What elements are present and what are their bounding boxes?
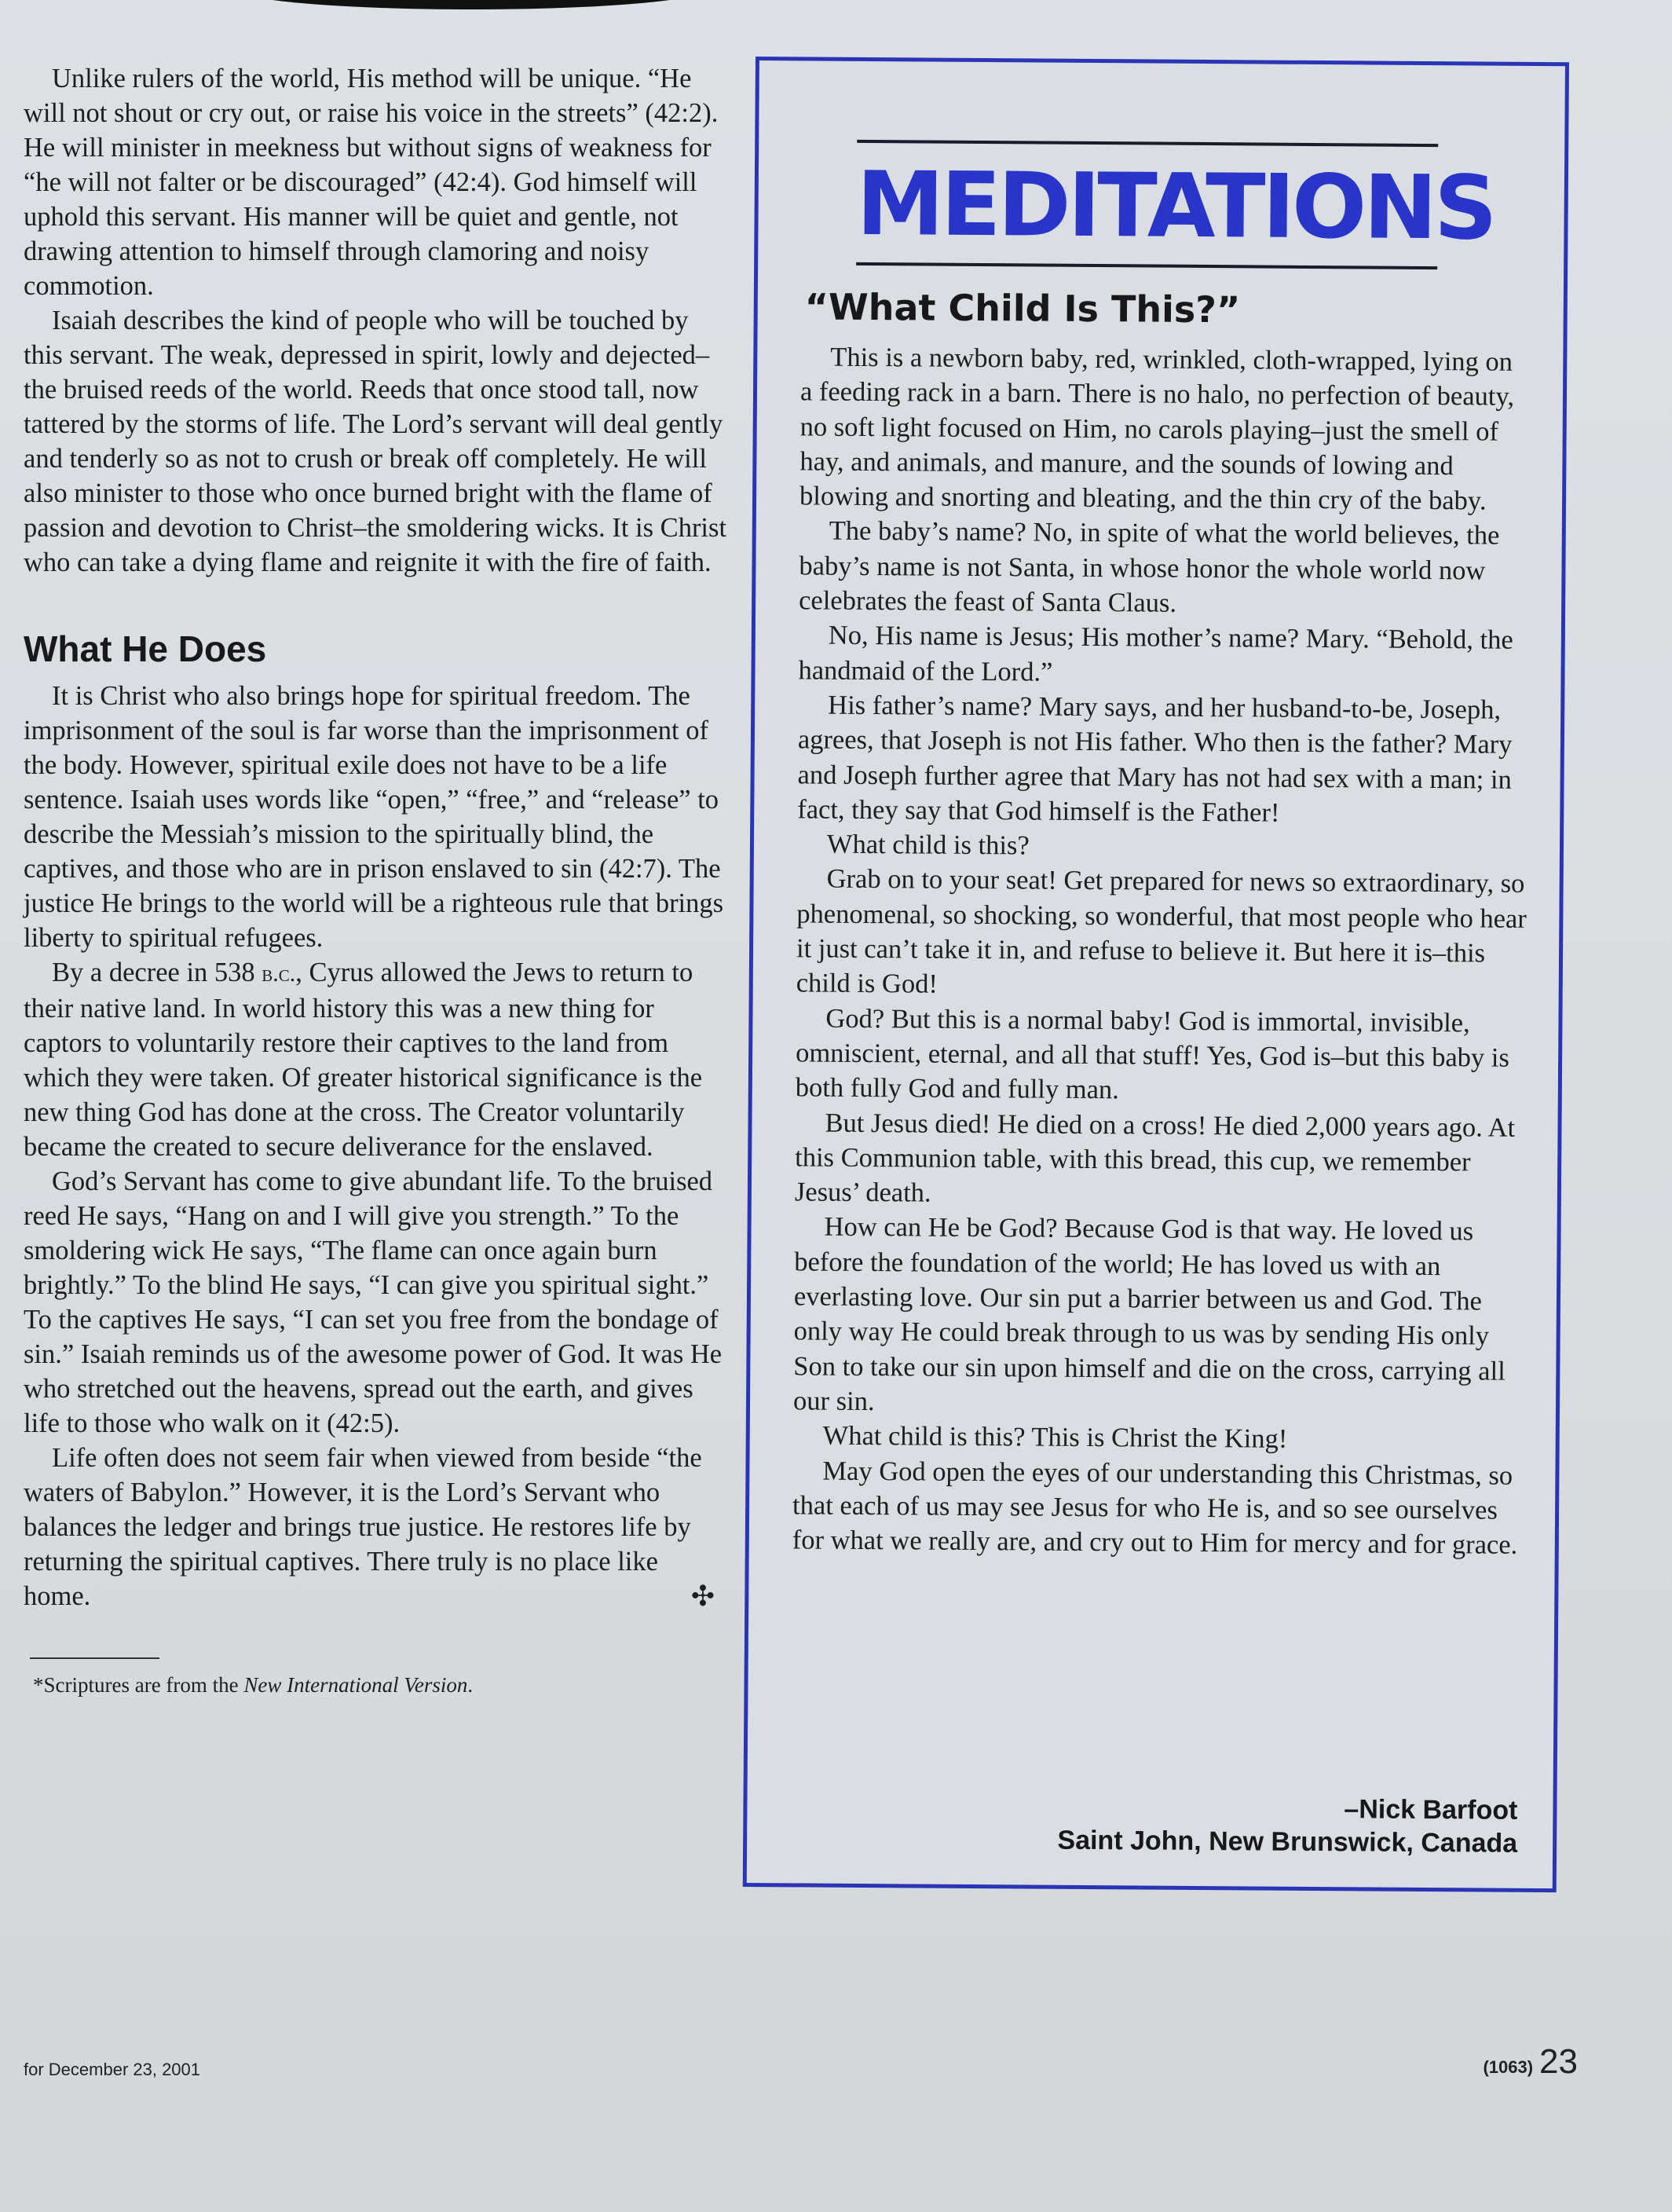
byline-location: Saint John, New Brunswick, Canada [1057,1825,1518,1859]
section-heading: What He Does [24,628,267,669]
byline-author: –Nick Barfoot [1344,1794,1518,1826]
meditation-title: “What Child Is This?” [804,285,1241,331]
meditation-paragraph: No, His name is Jesus; His mother’s name? Mary. “Behold, the handmaid of the Lord.” [798,621,1513,687]
masthead-top-rule [857,140,1438,147]
issue-date: for December 23, 2001 [24,2060,201,2079]
footnote-prefix: *Scriptures are from the [33,1673,244,1697]
byline [1057,1791,1517,1860]
decree-text-before: By a decree in 538 [52,958,262,987]
article-paragraph-final [24,1441,730,1613]
footnote [24,1672,730,1698]
era-abbreviation: b.c. [262,961,296,987]
top-binding-shadow [236,0,707,9]
decree-text-after: , Cyrus allowed the Jews to return to their native land. In world history this was a new thing for captors to voluntarily restore their captives to the land from which they were taken. Of greater historical significance is the new thing God has done at the cross. The Creator voluntarily became the created to secure deliverance for the enslaved. [24,958,703,1162]
meditation-body [792,339,1531,1562]
footnote-suffix: . [467,1673,474,1697]
meditation-paragraph: Grab on to your seat! Get prepared for news so extraordinary, so phenomenal, so shocking, so wonderful, that most people who hear it just can’t take it in, and refuse to believe it. But here it is–this child is God! [796,864,1527,999]
end-mark-icon: ✣ [690,1580,715,1612]
page-folio [1483,2042,1578,2082]
article-paragraph: God’s Servant has come to give abundant life. To the bruised reed He says, “Hang on and I will give you strength.” To the smoldering wick He says, “The flame can once again burn brightly.” To the blind He says, “I can give you spiritual sight.” To the captives He says, “I can set you free from the bondage of sin.” Isaiah reminds us of the awesome power of God. It was He who stretched out the heavens, spread out the earth, and gives life to those who walk on it (42:5). [24,1166,723,1438]
footnote-version: New International Version [243,1673,468,1697]
meditation-paragraph: How can He be God? Because God is that way. He loved us before the foundation of the world; He has loved us with an everlasting love. Our sin put a barrier between us and God. The only way He could break through to us was by sending His only Son to take our sin upon himself and die on the cross, carrying all our sin. [792,1212,1506,1417]
article-paragraph: Isaiah describes the kind of people who will be touched by this servant. The weak, depressed in spirit, lowly and dejected–the bruised reeds of the world. Reeds that once stood tall, now tattered by the storms of life. The Lord’s servant will deal gently and tenderly so as not to crush or break off completely. He will also minister to those who once burned bright with the flame of passion and devotion to Christ–the smoldering wicks. It is Christ who can take a dying flame and reignite it with the fire of faith. [24,306,727,577]
meditation-paragraph: God? But this is a normal baby! God is immortal, invisible, omniscient, eternal, and all that stuff! Yes, God is–but this baby is both fully God and fully man. [795,1003,1509,1105]
meditation-paragraph: May God open the eyes of our understanding this Christmas, so that each of us may see Jesus for who He is, and so see ourselves for what we really are, and cry out to Him for mercy and for grace. [792,1456,1518,1560]
meditation-paragraph: The baby’s name? No, in spite of what the world believes, the baby’s name is not Santa, in whose honor the whole world now celebrates the feast of Santa Claus. [799,516,1500,618]
article-paragraph-decree [24,955,730,1164]
article-column [24,61,730,1698]
page-code: (1063) [1483,2057,1534,2077]
masthead-bottom-rule [856,262,1437,269]
meditation-paragraph: What child is this? This is Christ the King! [822,1420,1288,1454]
meditations-box [743,57,1569,1892]
meditation-paragraph: What child is this? [826,829,1030,861]
meditation-paragraph: His father’s name? Mary says, and her husband-to-be, Joseph, agrees, that Joseph is not His father. Who then is the father? Mary and Joseph further agree that Mary has not had sex with a man; in fact, they say that God himself is the Father! [797,690,1513,828]
meditations-masthead [856,140,1495,276]
masthead-wordmark: MEDITATIONS [856,152,1495,260]
footnote-divider [30,1657,159,1659]
page-number: 23 [1539,2042,1578,2081]
meditation-paragraph: This is a newborn baby, red, wrinkled, cloth-wrapped, lying on a feeding rack in a barn. There is no halo, no perfection of beauty, no soft light focused on Him, no carols playing–just the smell of hay, and animals, and manure, and the sounds of lowing and blowing and snorting and bleating, and the thin cry of the baby. [799,342,1515,516]
article-paragraph: Unlike rulers of the world, His method will be unique. “He will not shout or cry out, or raise his voice in the streets” (42:2). He will minister in meekness but without signs of weakness for “he will not falter or be discouraged” (42:4). God himself will uphold this servant. His manner will be quiet and gentle, not drawing attention to himself through clamoring and noisy commotion. [24,64,719,301]
final-paragraph-text: Life often does not seem fair when viewed from beside “the waters of Babylon.” However, it is the Lord’s Servant who balances the ledger and brings true justice. He restores life by returning the spiritual captives. There truly is no place like home. [24,1443,702,1611]
article-paragraph: It is Christ who also brings hope for spiritual freedom. The imprisonment of the soul is far worse than the imprisonment of the body. However, spiritual exile does not have to be a life sentence. Isaiah uses words like “open,” “free,” and “release” to describe the Messiah’s mission to the spiritually blind, the captives, and those who are in prison enslaved to sin (42:7). The justice He brings to the world will be a righteous rule that brings liberty to spiritual refugees. [24,681,724,953]
meditation-paragraph: But Jesus died! He died on a cross! He died 2,000 years ago. At this Communion table, with this bread, this cup, we remember Jesus’ death. [794,1108,1516,1208]
